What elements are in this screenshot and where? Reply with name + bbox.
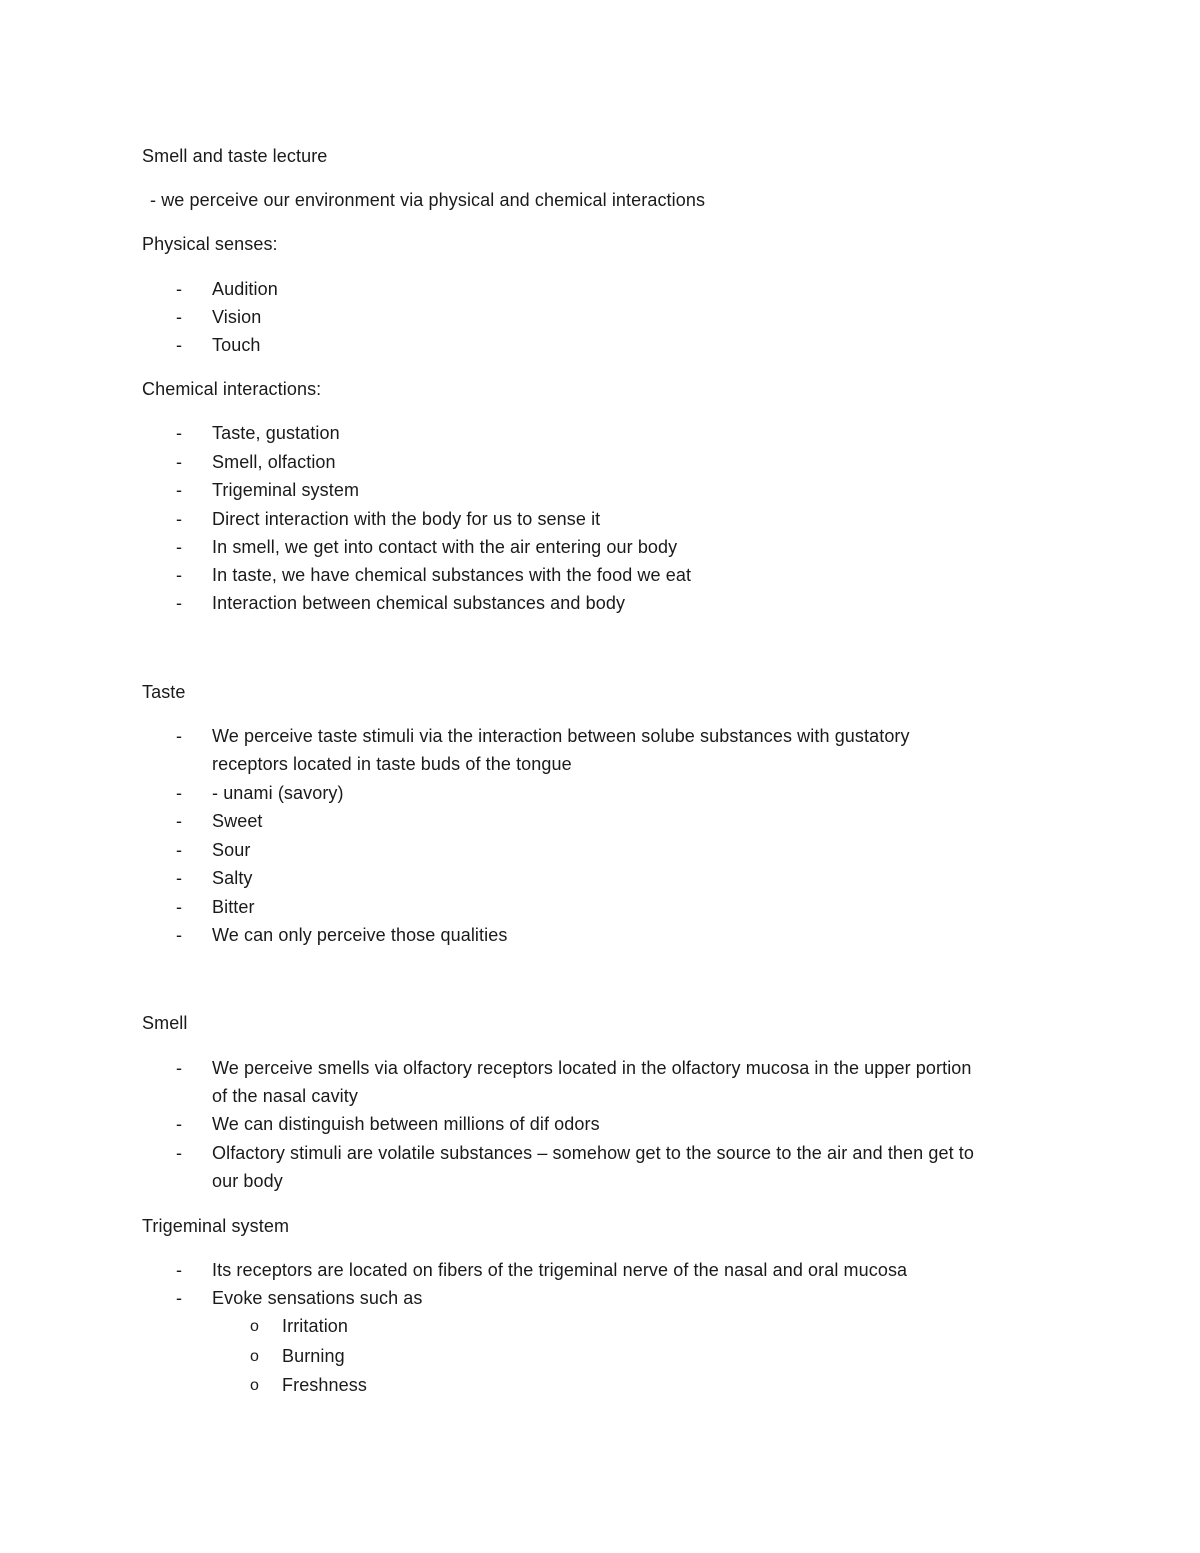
bullet-dash: - (176, 423, 182, 443)
bullet-dash: - (176, 509, 182, 529)
bullet-circle: o (250, 1377, 259, 1394)
bullet-dash: - (176, 1058, 182, 1078)
bullet-dash: - (176, 811, 182, 831)
list-item: Taste, gustation (212, 423, 340, 443)
list-item: Audition (212, 279, 278, 299)
list-item: Evoke sensations such as (212, 1288, 423, 1308)
bullet-dash: - (176, 925, 182, 945)
bullet-dash: - (176, 897, 182, 917)
list-item: We can only perceive those qualities (212, 925, 508, 945)
bullet-dash: - (176, 593, 182, 613)
bullet-dash: - (176, 1143, 182, 1163)
list-item: Trigeminal system (212, 480, 360, 500)
sub-list-item: Freshness (282, 1375, 367, 1395)
intro-line: - we perceive our environment via physical and chemical interactions (150, 190, 706, 210)
list-item-continuation: of the nasal cavity (212, 1086, 358, 1106)
list-item: Its receptors are located on fibers of the trigeminal nerve of the nasal and oral mucosa (212, 1260, 908, 1280)
bullet-dash: - (176, 726, 182, 746)
section-heading-chemical: Chemical interactions: (142, 379, 322, 399)
sub-list-item: Burning (282, 1346, 345, 1366)
bullet-circle: o (250, 1318, 259, 1335)
bullet-dash: - (176, 480, 182, 500)
list-item: Sweet (212, 811, 263, 831)
bullet-dash: - (176, 537, 182, 557)
list-item-continuation: receptors located in taste buds of the tongue (212, 754, 572, 774)
list-item: Vision (212, 307, 262, 327)
list-item: Bitter (212, 897, 255, 917)
bullet-dash: - (176, 1260, 182, 1280)
bullet-dash: - (176, 307, 182, 327)
bullet-dash: - (176, 868, 182, 888)
list-item-continuation: our body (212, 1171, 283, 1191)
document-title: Smell and taste lecture (142, 146, 328, 166)
list-item: Smell, olfaction (212, 452, 336, 472)
list-item: Touch (212, 335, 261, 355)
list-item: Interaction between chemical substances and body (212, 593, 626, 613)
bullet-dash: - (176, 1288, 182, 1308)
bullet-dash: - (176, 565, 182, 585)
list-item: In taste, we have chemical substances with the food we eat (212, 565, 692, 585)
section-heading-taste: Taste (142, 682, 186, 702)
section-heading-trigeminal: Trigeminal system (142, 1216, 290, 1236)
bullet-circle: o (250, 1348, 259, 1365)
list-item: - unami (savory) (212, 783, 344, 803)
list-item: In smell, we get into contact with the air entering our body (212, 537, 678, 557)
list-item: We can distinguish between millions of dif odors (212, 1114, 600, 1134)
bullet-dash: - (176, 452, 182, 472)
section-heading-smell: Smell (142, 1013, 188, 1033)
bullet-dash: - (176, 279, 182, 299)
list-item: Direct interaction with the body for us to sense it (212, 509, 601, 529)
list-item: Salty (212, 868, 253, 888)
bullet-dash: - (176, 783, 182, 803)
section-heading-physical: Physical senses: (142, 234, 278, 254)
list-item: Sour (212, 840, 251, 860)
sub-list-item: Irritation (282, 1316, 349, 1336)
bullet-dash: - (176, 1114, 182, 1134)
list-item: Olfactory stimuli are volatile substances – somehow get to the source to the air and then get to (212, 1143, 975, 1163)
list-item: We perceive smells via olfactory receptors located in the olfactory mucosa in the upper portion (212, 1058, 972, 1078)
bullet-dash: - (176, 840, 182, 860)
bullet-dash: - (176, 335, 182, 355)
list-item: We perceive taste stimuli via the interaction between solube substances with gustatory (212, 726, 910, 746)
